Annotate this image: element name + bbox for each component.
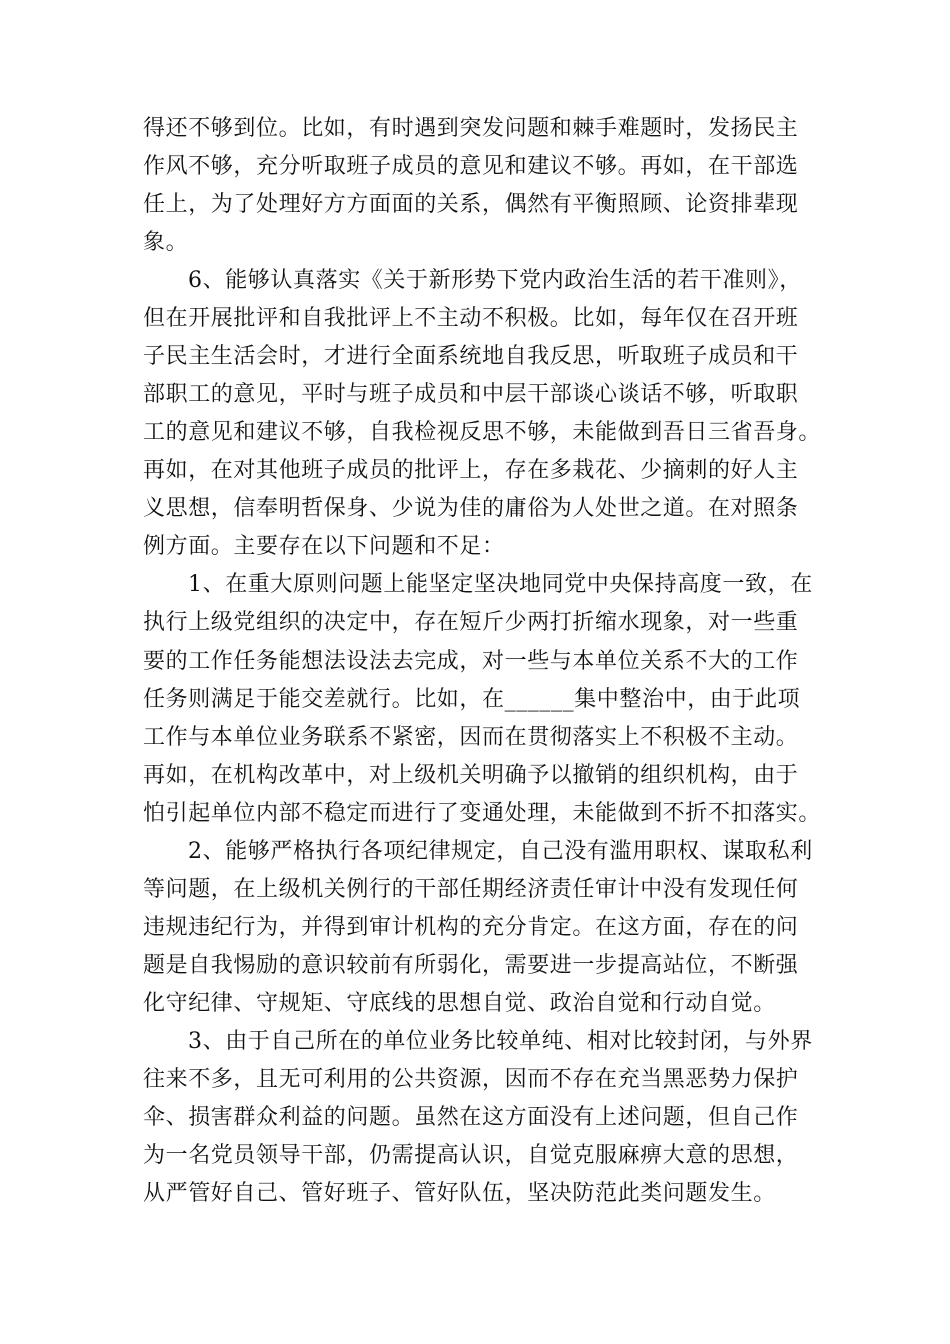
text-line: 工作与本单位业务联系不紧密，因而在贯彻落实上不积极不主动。 — [143, 725, 799, 750]
text-line: 伞、损害群众利益的问题。虽然在这方面没有上述问题，但自己作 — [143, 1105, 799, 1130]
text-line: 象。 — [143, 230, 189, 255]
text-line: 再如，在对其他班子成员的批评上，存在多栽花、少摘刺的好人主 — [143, 458, 799, 483]
text-line: 例方面。主要存在以下问题和不足： — [143, 534, 505, 559]
text-line: 怕引起单位内部不稳定而进行了变通处理，未能做到不折不扣落实。 — [143, 801, 822, 826]
paragraph-start-line: 6、能够认真落实《关于新形势下党内政治生活的若干准则》， — [188, 268, 802, 293]
text-line: 题是自我惕励的意识较前有所弱化，需要进一步提高站位，不断强 — [143, 953, 799, 978]
text-line: 任上，为了处理好方方面面的关系，偶然有平衡照顾、论资排辈现 — [143, 192, 799, 217]
text-line: 子民主生活会时，才进行全面系统地自我反思，听取班子成员和干 — [143, 344, 799, 369]
text-line: 为一名党员领导干部，仍需提高认识，自觉克服麻痹大意的思想， — [143, 1143, 799, 1168]
text-line: 违规违纪行为，并得到审计机构的充分肯定。在这方面，存在的问 — [143, 915, 799, 940]
text-line: 义思想，信奉明哲保身、少说为佳的庸俗为人处世之道。在对照条 — [143, 496, 799, 521]
text-line: 得还不够到位。比如，有时遇到突发问题和棘手难题时，发扬民主 — [143, 116, 799, 141]
text-line: 要的工作任务能想法设法去完成，对一些与本单位关系不大的工作 — [143, 649, 799, 674]
text-line: 往来不多，且无可利用的公共资源，因而不存在充当黑恶势力保护 — [143, 1067, 799, 1092]
text-line: 但在开展批评和自我批评上不主动不积极。比如，每年仅在召开班 — [143, 306, 799, 331]
text-line: 从严管好自己、管好班子、管好队伍，坚决防范此类问题发生。 — [143, 1181, 776, 1206]
text-line: 执行上级党组织的决定中，存在短斤少两打折缩水现象，对一些重 — [143, 610, 799, 635]
text-line: 部职工的意见，平时与班子成员和中层干部谈心谈话不够，听取职 — [143, 382, 799, 407]
text-line: 化守纪律、守规矩、守底线的思想自觉、政治自觉和行动自觉。 — [143, 991, 776, 1016]
text-line: 作风不够，充分听取班子成员的意见和建议不够。再如，在干部选 — [143, 154, 799, 179]
paragraph-start-line: 1、在重大原则问题上能坚定坚决地同党中央保持高度一致，在 — [188, 572, 813, 597]
paragraph-start-line: 3、由于自己所在的单位业务比较单纯、相对比较封闭，与外界 — [188, 1029, 813, 1054]
text-line: 任务则满足于能交差就行。比如，在______集中整治中，由于此项 — [143, 687, 801, 712]
text-line: 等问题，在上级机关例行的干部任期经济责任审计中没有发现任何 — [143, 877, 799, 902]
text-line: 工的意见和建议不够，自我检视反思不够，未能做到吾日三省吾身。 — [143, 420, 822, 445]
paragraph-start-line: 2、能够严格执行各项纪律规定，自己没有滥用职权、谋取私利 — [188, 839, 813, 864]
text-line: 再如，在机构改革中，对上级机关明确予以撤销的组织机构，由于 — [143, 763, 799, 788]
